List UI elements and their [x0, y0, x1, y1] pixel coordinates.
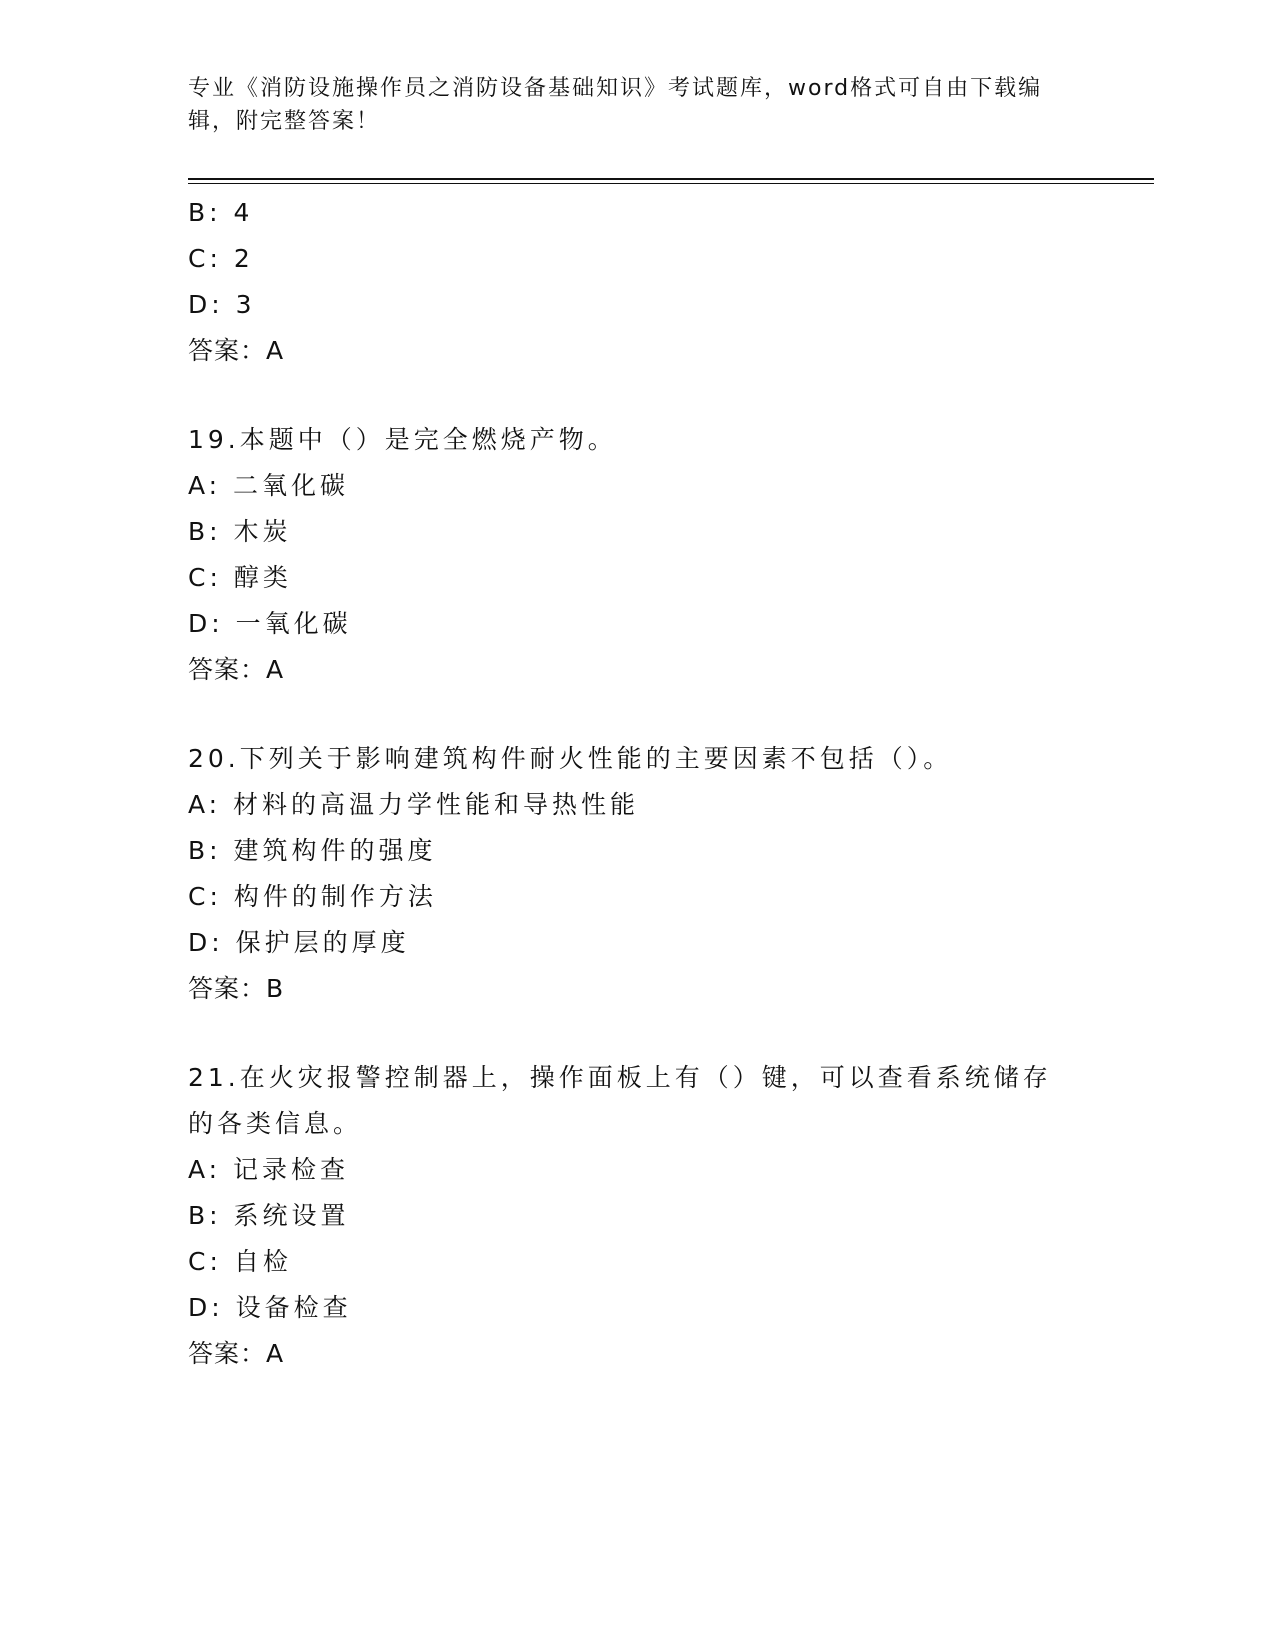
answer-line: 答案：A	[188, 336, 285, 365]
question-stem: 21.在火灾报警控制器上，操作面板上有（）键，可以查看系统储存的各类信息。	[188, 1063, 1052, 1138]
option-b: B: 建筑构件的强度	[188, 836, 437, 865]
option-c: C: 构件的制作方法	[188, 882, 437, 911]
option-c: C: 自检	[188, 1247, 292, 1276]
question-20	[188, 736, 1148, 1012]
question-stem: 20.下列关于影响建筑构件耐火性能的主要因素不包括（）。	[188, 744, 953, 773]
prev-question-block	[188, 190, 1148, 374]
option-a: A: 二氧化碳	[188, 471, 350, 500]
question-list	[188, 190, 1148, 1377]
option-a: A: 记录检查	[188, 1155, 350, 1184]
question-stem: 19.本题中（）是完全燃烧产物。	[188, 425, 617, 454]
option-d: D: 3	[188, 290, 256, 319]
option-b: B: 系统设置	[188, 1201, 350, 1230]
document-header: 专业《消防设施操作员之消防设备基础知识》考试题库，word格式可自由下载编辑，附完整答案！	[188, 76, 1043, 134]
option-b: B: 木炭	[188, 517, 292, 546]
answer-line: 答案：B	[188, 974, 285, 1003]
option-a: A: 材料的高温力学性能和导热性能	[188, 790, 640, 819]
option-d: D: 设备检查	[188, 1293, 352, 1322]
option-c: C: 2	[188, 244, 254, 273]
option-d: D: 保护层的厚度	[188, 928, 410, 957]
spacer	[188, 374, 1148, 417]
header-divider-thin	[188, 183, 1154, 184]
spacer	[188, 1012, 1148, 1055]
option-c: C: 醇类	[188, 563, 292, 592]
question-21	[188, 1055, 1148, 1377]
spacer	[188, 693, 1148, 736]
answer-line: 答案：A	[188, 655, 285, 684]
header-divider-thick	[188, 178, 1154, 180]
option-d: D: 一氧化碳	[188, 609, 352, 638]
question-19	[188, 417, 1148, 693]
answer-line: 答案：A	[188, 1339, 285, 1368]
option-b: B: 4	[188, 198, 254, 227]
